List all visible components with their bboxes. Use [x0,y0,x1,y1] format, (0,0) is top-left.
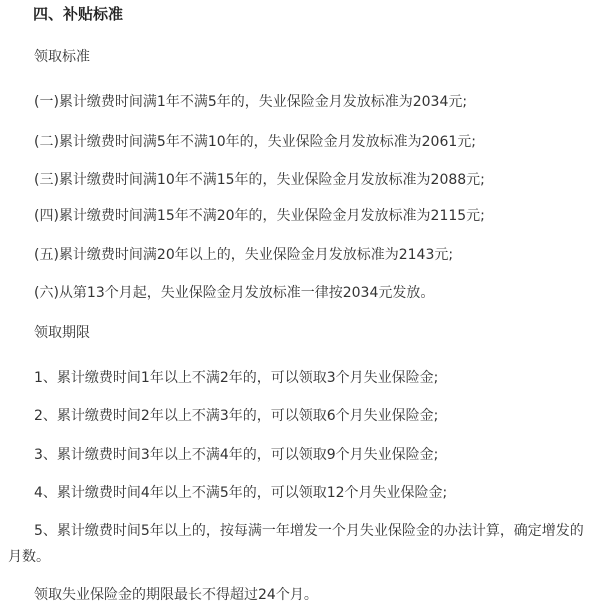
footer-note: 领取失业保险金的期限最长不得超过24个月。 [34,587,318,603]
standard-item-4: (四)累计缴费时间满15年不满20年的，失业保险金月发放标准为2115元; [34,208,485,224]
standard-item-1: (一)累计缴费时间满1年不满5年的，失业保险金月发放标准为2034元; [34,94,468,110]
period-item-5: 5、累计缴费时间5年以上的，按每满一年增发一个月失业保险金的办法计算，确定增发的月数。 [8,523,584,565]
standard-item-3: (三)累计缴费时间满10年不满15年的，失业保险金月发放标准为2088元; [34,172,485,188]
subsection-title-periods: 领取期限 [34,325,90,341]
period-item-2: 2、累计缴费时间2年以上不满3年的，可以领取6个月失业保险金; [34,408,439,424]
period-item-3: 3、累计缴费时间3年以上不满4年的，可以领取9个月失业保险金; [34,447,439,463]
subsection-title-standards: 领取标准 [34,49,90,65]
section-heading: 四、补贴标准 [33,5,124,23]
period-item-1: 1、累计缴费时间1年以上不满2年的，可以领取3个月失业保险金; [34,370,439,386]
standard-item-2: (二)累计缴费时间满5年不满10年的，失业保险金月发放标准为2061元; [34,134,476,150]
period-item-4: 4、累计缴费时间4年以上不满5年的，可以领取12个月失业保险金; [34,485,448,501]
standard-item-6: (六)从第13个月起，失业保险金月发放标准一律按2034元发放。 [34,285,435,301]
standard-item-5: (五)累计缴费时间满20年以上的，失业保险金月发放标准为2143元; [34,247,454,263]
